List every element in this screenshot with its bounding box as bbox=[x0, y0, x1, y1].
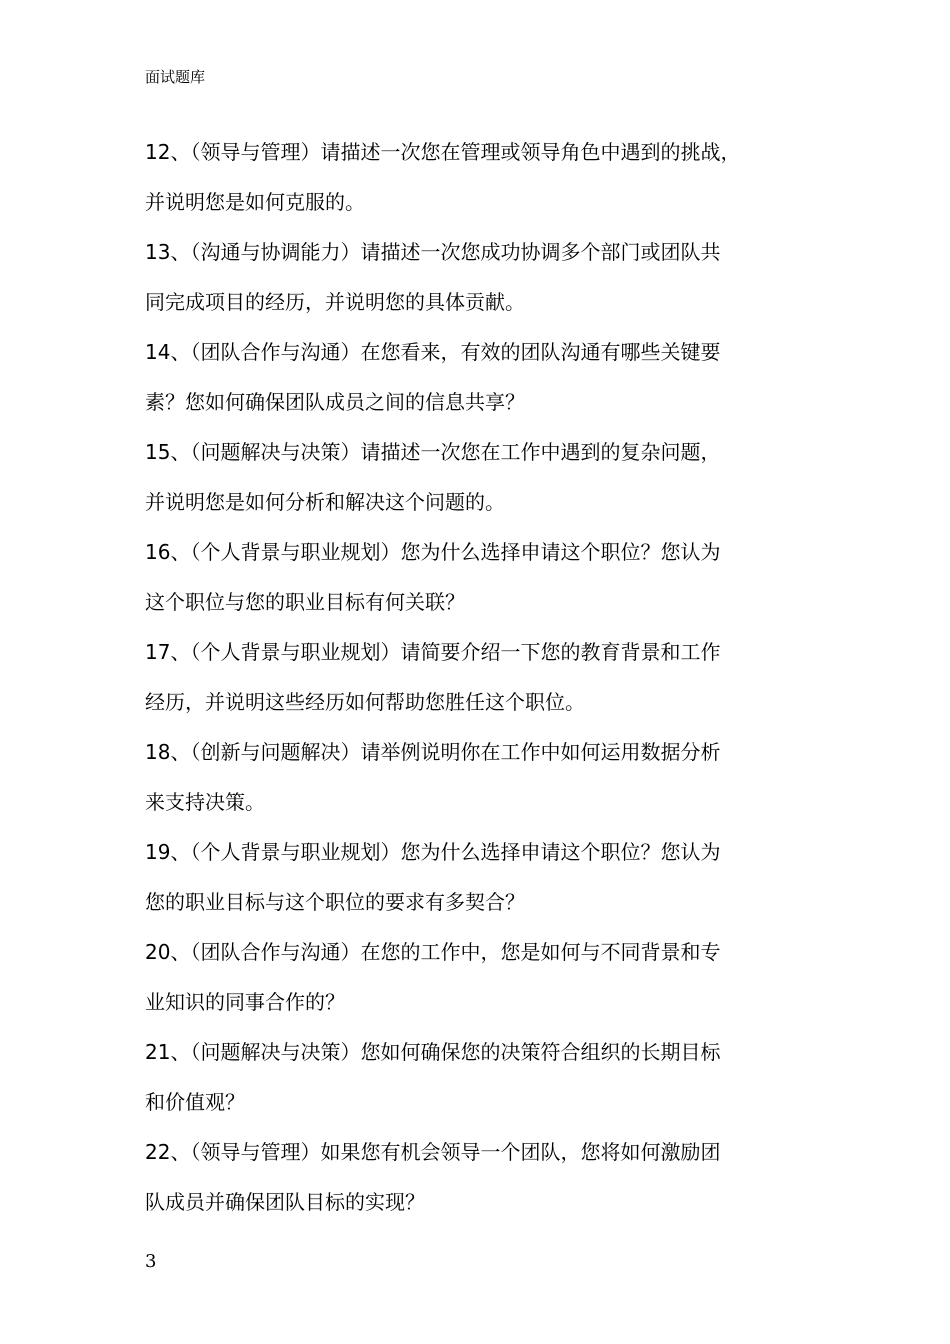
page-header-title: 面试题库 bbox=[145, 68, 206, 86]
question-text-line: 您的职业目标与这个职位的要求有多契合？ bbox=[145, 890, 525, 914]
question-text-line: 和价值观？ bbox=[145, 1090, 245, 1114]
question-item-14 bbox=[145, 327, 835, 427]
question-text-line: 队成员并确保团队目标的实现？ bbox=[145, 1190, 425, 1214]
question-text-line: 22、（领导与管理）如果您有机会领导一个团队，您将如何激励团 bbox=[145, 1140, 721, 1164]
question-item-17 bbox=[145, 627, 835, 727]
question-list bbox=[145, 127, 835, 1227]
question-text-line: 这个职位与您的职业目标有何关联？ bbox=[145, 590, 465, 614]
question-item-12 bbox=[145, 127, 835, 227]
question-text-line: 19、（个人背景与职业规划）您为什么选择申请这个职位？您认为 bbox=[145, 840, 721, 864]
question-item-19 bbox=[145, 827, 835, 927]
question-text-line: 20、（团队合作与沟通）在您的工作中，您是如何与不同背景和专 bbox=[145, 940, 721, 964]
question-item-21 bbox=[145, 1027, 835, 1127]
question-text-line: 12、（领导与管理）请描述一次您在管理或领导角色中遇到的挑战， bbox=[145, 140, 741, 164]
question-text-line: 来支持决策。 bbox=[145, 790, 265, 814]
question-text-line: 15、（问题解决与决策）请描述一次您在工作中遇到的复杂问题， bbox=[145, 440, 721, 464]
question-text-line: 并说明您是如何克服的。 bbox=[145, 190, 365, 214]
question-item-15 bbox=[145, 427, 835, 527]
question-text-line: 经历，并说明这些经历如何帮助您胜任这个职位。 bbox=[145, 690, 585, 714]
question-item-13 bbox=[145, 227, 835, 327]
question-text-line: 同完成项目的经历，并说明您的具体贡献。 bbox=[145, 290, 525, 314]
question-text-line: 14、（团队合作与沟通）在您看来，有效的团队沟通有哪些关键要 bbox=[145, 340, 721, 364]
question-item-16 bbox=[145, 527, 835, 627]
question-item-20 bbox=[145, 927, 835, 1027]
question-item-22 bbox=[145, 1127, 835, 1227]
question-text-line: 并说明您是如何分析和解决这个问题的。 bbox=[145, 490, 505, 514]
question-text-line: 16、（个人背景与职业规划）您为什么选择申请这个职位？您认为 bbox=[145, 540, 721, 564]
question-text-line: 业知识的同事合作的？ bbox=[145, 990, 345, 1014]
question-text-line: 素？您如何确保团队成员之间的信息共享？ bbox=[145, 390, 525, 414]
question-text-line: 17、（个人背景与职业规划）请简要介绍一下您的教育背景和工作 bbox=[145, 640, 721, 664]
page-number: 3 bbox=[145, 1251, 157, 1272]
question-text-line: 21、（问题解决与决策）您如何确保您的决策符合组织的长期目标 bbox=[145, 1040, 721, 1064]
question-item-18 bbox=[145, 727, 835, 827]
question-text-line: 18、（创新与问题解决）请举例说明你在工作中如何运用数据分析 bbox=[145, 740, 721, 764]
question-text-line: 13、（沟通与协调能力）请描述一次您成功协调多个部门或团队共 bbox=[145, 240, 721, 264]
